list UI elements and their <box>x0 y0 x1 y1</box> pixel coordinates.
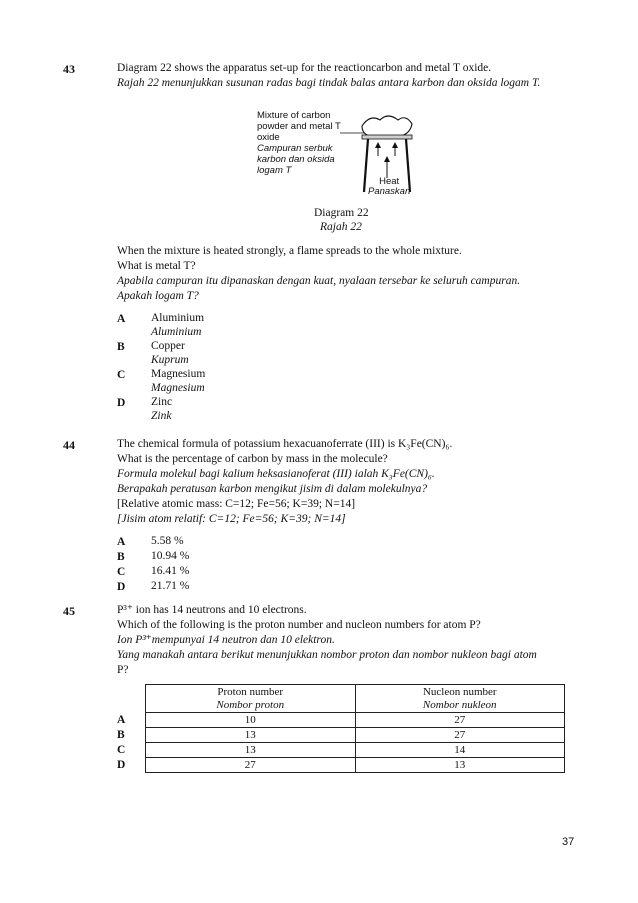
figure-label-ms-3: logam T <box>257 165 292 176</box>
q44-option-b-letter: B <box>117 551 125 563</box>
q44-option-a-letter: A <box>117 536 126 548</box>
heat-arrow-head <box>384 156 390 162</box>
row-a-nucleon: 27 <box>355 713 565 728</box>
heat-label-ms: Panaskan <box>368 186 411 197</box>
q43-option-b-letter: B <box>117 341 125 353</box>
nucleon-number-header <box>355 685 565 713</box>
q43-option-c-en: Magnesium <box>151 368 206 380</box>
table-row <box>146 728 565 743</box>
q44-option-d-value: 21.71 % <box>151 580 190 592</box>
q43-question-ms-1: Apabila campuran itu dipanaskan dengan kuat, nyalaan tersebar ke seluruh campuran. <box>117 275 521 287</box>
q44-option-d-letter: D <box>117 581 126 593</box>
question-number-43: 43 <box>63 62 75 76</box>
figure-label-ms-1: Campuran serbuk <box>257 143 333 154</box>
q43-option-a-letter: A <box>117 313 126 325</box>
q44-line-4: Berapakah peratusan karbon mengikut jisim di dalam molekulnya? <box>117 483 428 495</box>
q43-option-d-ms: Zink <box>151 410 172 422</box>
question-number-44: 44 <box>63 438 75 452</box>
q44-line-1: The chemical formula of potassium hexacuanoferrate (III) is K₃Fe(CN)₆. <box>117 438 453 450</box>
row-b-nucleon: 27 <box>355 728 565 743</box>
heat-label-en: Heat <box>379 176 400 187</box>
row-a-proton: 10 <box>146 713 356 728</box>
q43-option-b-ms: Kuprum <box>151 354 189 366</box>
q44-option-c-value: 16.41 % <box>151 565 190 577</box>
table-header-row <box>146 685 565 713</box>
figure-label-en-1: Mixture of carbon <box>257 110 331 121</box>
figure-label-ms-2: karbon dan oksida <box>257 154 335 165</box>
q45-row-a-letter: A <box>117 714 126 726</box>
q43-stem-en: Diagram 22 shows the apparatus set-up for the reactioncarbon and metal T oxide. <box>117 62 492 74</box>
q45-answer-table <box>145 684 565 773</box>
q43-option-d-en: Zinc <box>151 396 173 408</box>
mixture-heap <box>362 116 412 136</box>
q43-option-c-letter: C <box>117 369 126 381</box>
proton-header-en: Proton number <box>217 685 284 698</box>
q44-line-3: Formula molekul bagi kalium heksasianoferat (III) ialah K₃Fe(CN)₆. <box>117 468 435 480</box>
arrow-head-2 <box>392 142 398 148</box>
q45-line-5: P? <box>117 664 129 676</box>
row-c-nucleon: 14 <box>355 743 565 758</box>
q45-line-1: P³⁺ ion has 14 neutrons and 10 electrons. <box>117 604 307 616</box>
q44-line-5: [Relative atomic mass: C=12; Fe=56; K=39; N=14] <box>117 498 356 510</box>
q44-option-b-value: 10.94 % <box>151 550 190 562</box>
crucible-rim <box>362 135 412 139</box>
figure-caption-en: Diagram 22 <box>314 207 369 219</box>
figure-label-en-2: powder and metal T <box>257 121 341 132</box>
row-d-nucleon: 13 <box>355 758 565 773</box>
q43-option-c-ms: Magnesium <box>151 382 205 394</box>
heat-label <box>368 177 410 197</box>
q44-line-2: What is the percentage of carbon by mass in the molecule? <box>117 453 388 465</box>
proton-number-header <box>146 685 356 713</box>
figure-label-en-3: oxide <box>257 132 280 143</box>
nucleon-header-en: Nucleon number <box>422 685 497 698</box>
table-row <box>146 713 565 728</box>
table-row <box>146 743 565 758</box>
proton-header-ms: Nombor proton <box>216 698 285 711</box>
q43-option-a-en: Aluminium <box>151 312 205 324</box>
q44-option-c-letter: C <box>117 566 126 578</box>
table-row <box>146 758 565 773</box>
row-b-proton: 13 <box>146 728 356 743</box>
page-number: 37 <box>562 836 575 848</box>
q43-question-en-2: What is metal T? <box>117 260 196 272</box>
q43-question-ms-2: Apakah logam T? <box>117 290 199 302</box>
q44-option-a-value: 5.58 % <box>151 535 184 547</box>
row-d-proton: 27 <box>146 758 356 773</box>
q43-option-a-ms: Aluminium <box>151 326 202 338</box>
q43-option-b-en: Copper <box>151 340 185 352</box>
figure-caption-ms: Rajah 22 <box>320 221 362 233</box>
q43-stem-ms: Rajah 22 menunjukkan susunan radas bagi tindak balas antara karbon dan oksida logam T. <box>117 77 541 89</box>
q44-line-6: [Jisim atom relatif: C=12; Fe=56; K=39; N=14] <box>117 513 346 525</box>
question-number-45: 45 <box>63 604 75 618</box>
nucleon-header-ms: Nombor nukleon <box>422 698 497 711</box>
q45-line-3: Ion P³⁺mempunyai 14 neutron dan 10 elektron. <box>117 634 335 646</box>
q45-row-d-letter: D <box>117 759 126 771</box>
arrow-head-1 <box>375 142 381 148</box>
q45-line-2: Which of the following is the proton number and nucleon numbers for atom P? <box>117 619 481 631</box>
row-c-proton: 13 <box>146 743 356 758</box>
q45-row-b-letter: B <box>117 729 125 741</box>
q43-option-d-letter: D <box>117 397 126 409</box>
q43-question-en-1: When the mixture is heated strongly, a flame spreads to the whole mixture. <box>117 245 462 257</box>
q43-figure-labels <box>257 110 341 176</box>
q45-line-4: Yang manakah antara berikut menunjukkan nombor proton dan nombor nukleon bagi atom <box>117 649 537 661</box>
q45-row-c-letter: C <box>117 744 126 756</box>
